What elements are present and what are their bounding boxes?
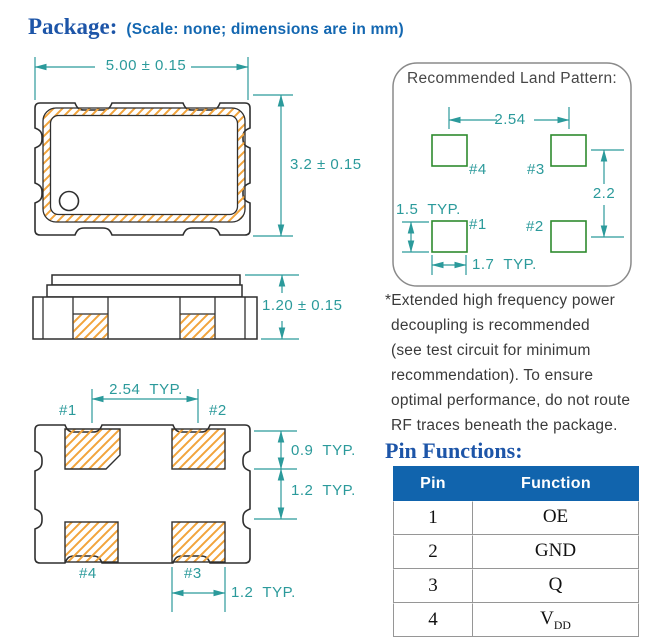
top-view-drawing <box>35 103 250 235</box>
pin-function-cell: GND <box>473 535 639 569</box>
land-pad1-label: #1 <box>469 216 487 233</box>
pin-number-cell: 3 <box>393 569 473 603</box>
bottom-pad2-label: #2 <box>209 402 227 419</box>
page-title-row <box>28 14 404 40</box>
dim-land-pad-width: 1.7 TYP. <box>472 256 537 273</box>
side-view-drawing <box>33 275 257 339</box>
decoupling-note <box>385 288 657 438</box>
dim-bottom-pitch: 2.54 TYP. <box>109 381 183 398</box>
dim-land-pad-height: 1.5 TYP. <box>396 201 461 218</box>
pin-function-cell: Q <box>473 569 639 603</box>
bottom-pad1-label: #1 <box>59 402 77 419</box>
note-line: RF traces beneath the package. <box>391 417 618 434</box>
bottom-pad-3 <box>172 522 225 562</box>
side-view-pad-hatch <box>74 315 108 339</box>
function-column-header: Function <box>473 466 639 501</box>
bottom-pad-4 <box>65 522 118 562</box>
pin-column-header: Pin <box>393 466 473 501</box>
dim-land-pitch: 2.54 <box>494 111 526 128</box>
land-pattern-title: Recommended Land Pattern: <box>407 70 617 87</box>
land-pad2-label: #2 <box>526 218 544 235</box>
bottom-pad-1 <box>65 429 120 469</box>
land-pad3-label: #3 <box>527 161 545 178</box>
land-pad-2 <box>551 221 586 252</box>
land-pad-1 <box>432 221 467 252</box>
table-row <box>393 535 639 569</box>
dim-side-view-height: 1.20 ± 0.15 <box>262 297 343 314</box>
note-line: optimal performance, do not route <box>391 392 631 409</box>
bottom-pad4-label: #4 <box>79 565 97 582</box>
pin-functions-table <box>393 466 639 637</box>
pin-number-cell: 1 <box>393 501 473 535</box>
dim-bottom-pad-width: 1.2 TYP. <box>231 584 296 601</box>
page-subtitle: (Scale: none; dimensions are in mm) <box>126 21 404 38</box>
pin-function-cell: OE <box>473 501 639 535</box>
note-line: recommendation). To ensure <box>391 367 594 384</box>
table-row <box>393 501 639 535</box>
pin-function-cell: $V_{DD}$ <box>473 603 639 637</box>
side-view-lid <box>47 285 242 297</box>
table-header-row <box>393 466 639 501</box>
land-pattern-drawing <box>393 63 631 286</box>
land-pad-4 <box>432 135 467 166</box>
land-pad4-label: #4 <box>469 161 487 178</box>
dim-bottom-pad-gap: 1.2 TYP. <box>291 482 356 499</box>
side-view-base <box>33 297 257 339</box>
pin1-marker-circle <box>60 192 79 211</box>
note-line: (see test circuit for minimum <box>391 342 591 359</box>
bottom-pad3-label: #3 <box>184 565 202 582</box>
page-title: Package: <box>28 14 118 39</box>
side-view-pad-hatch <box>181 315 215 339</box>
bottom-view-drawing <box>35 425 250 563</box>
bottom-pad-2 <box>172 429 225 469</box>
dim-top-view-height: 3.2 ± 0.15 <box>290 156 362 173</box>
table-row <box>393 569 639 603</box>
dim-bottom-pad-height: 0.9 TYP. <box>291 442 356 459</box>
dim-top-view-width: 5.00 ± 0.15 <box>105 57 187 74</box>
note-line: decoupling is recommended <box>391 317 590 334</box>
pin-functions-heading: Pin Functions: <box>385 438 523 463</box>
dim-land-row-pitch: 2.2 <box>589 186 619 202</box>
pin-number-cell: 4 <box>393 603 473 637</box>
side-view-lid-top <box>52 275 240 285</box>
note-line: *Extended high frequency power <box>385 292 616 309</box>
land-pad-3 <box>551 135 586 166</box>
pin-number-cell: 2 <box>393 535 473 569</box>
